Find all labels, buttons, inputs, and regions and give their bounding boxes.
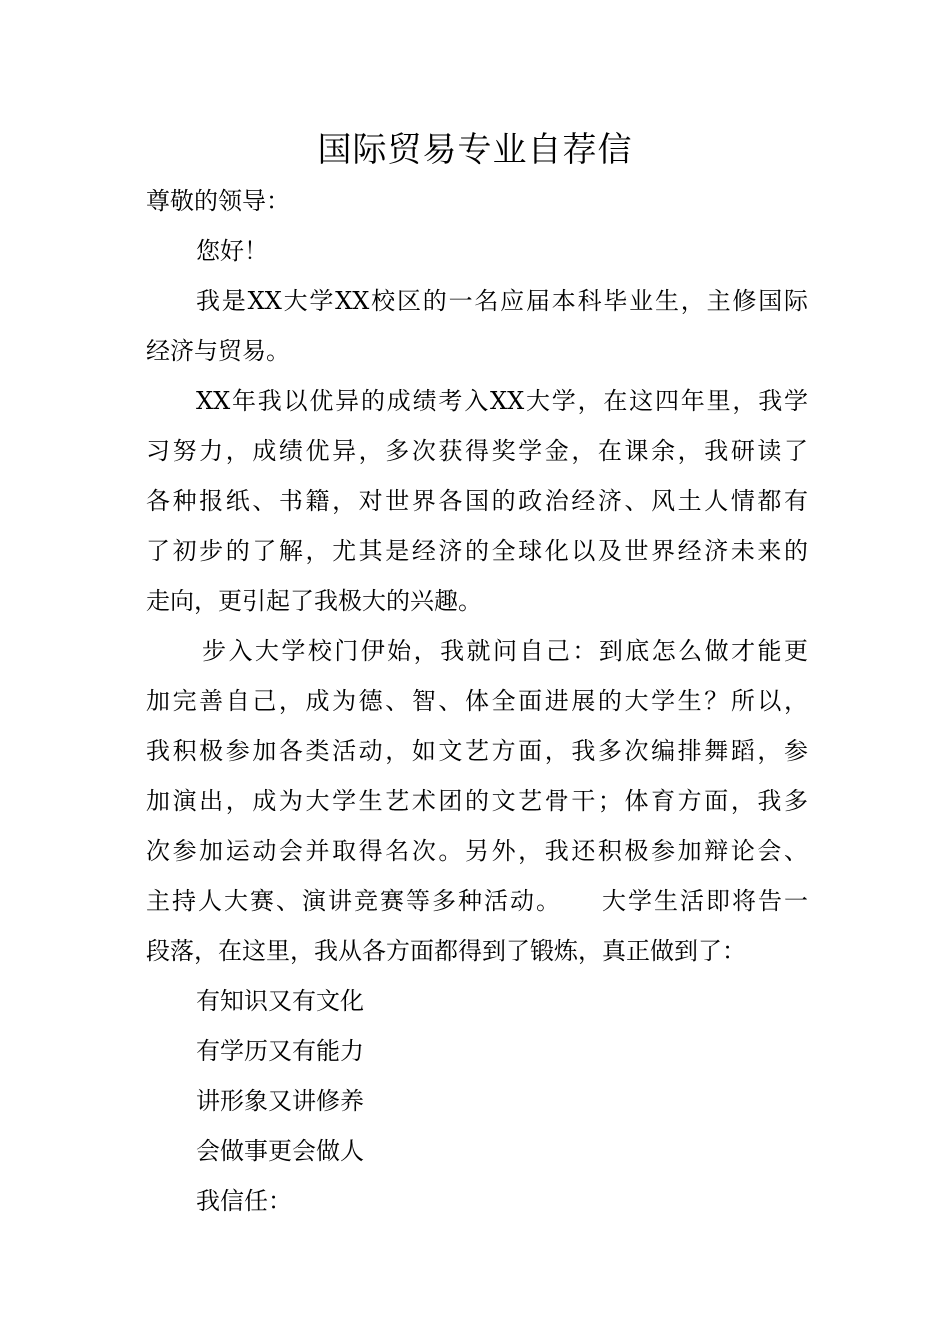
list-item: 有学历又有能力 [196, 1037, 364, 1065]
paragraph-line: 经济与贸易。 [146, 337, 290, 365]
document-title: 国际贸易专业自荐信 [317, 130, 633, 170]
salutation: 尊敬的领导： [146, 187, 290, 215]
paragraph-line: 加演出，成为大学生艺术团的文艺骨干；体育方面，我多 [146, 787, 808, 815]
paragraph-line: 次参加运动会并取得名次。另外，我还积极参加辩论会、 [146, 837, 808, 865]
list-item: 讲形象又讲修养 [196, 1087, 364, 1115]
paragraph-line: 步入大学校门伊始，我就问自己：到底怎么做才能更 [202, 637, 808, 665]
list-item: 有知识又有文化 [196, 987, 364, 1015]
paragraph-line: 走向，更引起了我极大的兴趣。 [146, 587, 482, 615]
paragraph-line: 我是XX大学XX校区的一名应届本科毕业生，主修国际 [196, 287, 808, 315]
paragraph-line: 主持人大赛、演讲竞赛等多种活动。 大学生活即将告一 [146, 887, 808, 915]
list-item: 会做事更会做人 [196, 1137, 364, 1165]
paragraph-line: 我积极参加各类活动，如文艺方面，我多次编排舞蹈，参 [146, 737, 808, 765]
letter-body [146, 176, 808, 1226]
paragraph-line: 习努力，成绩优异，多次获得奖学金，在课余，我研读了 [146, 437, 808, 465]
paragraph-line: 各种报纸、书籍，对世界各国的政治经济、风土人情都有 [146, 487, 808, 515]
paragraph-line: 段落，在这里，我从各方面都得到了锻炼，真正做到了： [146, 937, 746, 965]
greeting: 您好！ [196, 237, 268, 265]
paragraph-line: 加完善自己，成为德、智、体全面进展的大学生？所以， [146, 687, 808, 715]
paragraph-line: 我信任： [196, 1187, 292, 1215]
paragraph-line: XX年我以优异的成绩考入XX大学，在这四年里，我学 [196, 387, 808, 415]
paragraph-line: 了初步的了解，尤其是经济的全球化以及世界经济未来的 [146, 537, 808, 565]
